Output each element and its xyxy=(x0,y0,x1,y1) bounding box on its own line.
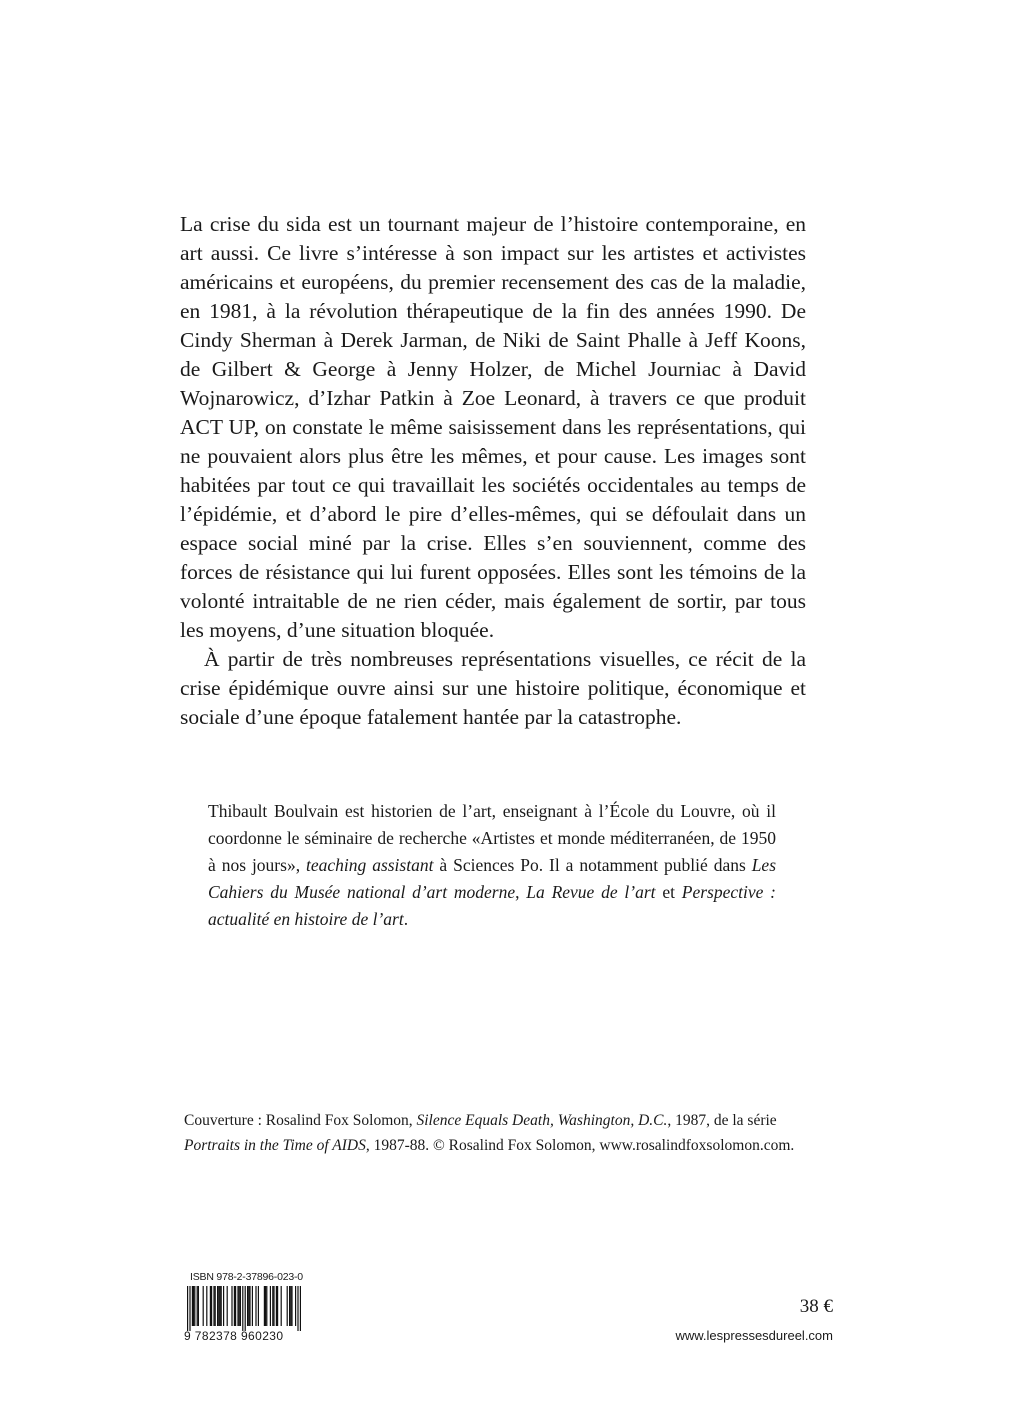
barcode-bar xyxy=(235,1286,236,1326)
barcode-bar xyxy=(223,1286,224,1326)
cover-credit xyxy=(184,1108,834,1158)
barcode-bar xyxy=(245,1286,246,1331)
credit-italic-1: Silence Equals Death, Washington, D.C. xyxy=(416,1112,668,1129)
publisher-website[interactable]: www.lespressesdureel.com xyxy=(675,1328,833,1343)
bio-italic-1: teaching assistant xyxy=(306,855,434,875)
barcode-bar xyxy=(215,1286,216,1326)
bio-text-3: , xyxy=(515,882,527,902)
bio-italic-4: Perspective : actualité en histoire de l’art xyxy=(208,882,776,929)
bio-text-2: à Sciences Po. Il a notamment publié dans xyxy=(433,855,752,875)
blurb-paragraph-2: À partir de très nombreuses représentations visuelles, ce récit de la crise épidémique ouvre ainsi sur une histoire politique, économique et sociale d’une époque fatalement hantée par la catastrophe. xyxy=(180,647,806,729)
barcode-bar xyxy=(197,1286,198,1326)
price: 38 € xyxy=(799,1296,833,1317)
bio-italic-3: La Revue de l’art xyxy=(526,882,656,902)
isbn-label: ISBN 978-2-37896-023-0 xyxy=(190,1271,303,1283)
barcode-bar xyxy=(203,1286,204,1326)
author-bio xyxy=(208,798,776,933)
barcode-bar xyxy=(266,1286,267,1326)
barcode-bar xyxy=(211,1286,212,1326)
barcode-bar xyxy=(187,1286,188,1331)
barcode-bar xyxy=(265,1286,266,1326)
barcode-bar xyxy=(242,1286,243,1331)
bio-italic-2: Les Cahiers du Musée national d’art moderne xyxy=(208,855,777,902)
barcode-icon xyxy=(184,1286,304,1331)
barcode-bar xyxy=(189,1286,190,1331)
barcode-bar xyxy=(194,1286,195,1326)
bio-text-1: Thibault Boulvain est historien de l’art, enseignant à l’École du Louvre, où il coordonne le séminaire de recherche «Artistes et monde méditerranéen, de 1950 à nos jours», xyxy=(208,801,776,875)
barcode-bar xyxy=(248,1286,249,1326)
bio-text-5: . xyxy=(403,909,409,929)
barcode-bar xyxy=(213,1286,214,1326)
barcode-bar xyxy=(221,1286,222,1326)
barcode-bar xyxy=(281,1286,282,1326)
barcode-bar xyxy=(272,1286,273,1326)
barcode-bar xyxy=(277,1286,278,1326)
barcode-bar xyxy=(300,1286,301,1331)
credit-text-3: , 1987-88. © Rosalind Fox Solomon, www.rosalindfoxsolomon.com. xyxy=(365,1137,795,1154)
barcode-bar xyxy=(210,1286,211,1326)
barcode-bar xyxy=(291,1286,292,1326)
credit-italic-2: Portraits in the Time of AIDS xyxy=(184,1137,366,1154)
credit-text-2: , 1987, de la série xyxy=(667,1112,777,1129)
barcode-bar xyxy=(247,1286,248,1326)
barcode-bar xyxy=(295,1286,296,1326)
barcode-bar xyxy=(273,1286,274,1326)
barcode-bar xyxy=(290,1286,291,1326)
barcode-bar xyxy=(255,1286,256,1326)
barcode-bar xyxy=(287,1286,288,1326)
barcode-bar xyxy=(217,1286,218,1326)
barcode-bar xyxy=(270,1286,271,1326)
barcode-bar xyxy=(234,1286,235,1326)
barcode-bar xyxy=(239,1286,240,1326)
blurb-paragraph-1: La crise du sida est un tournant majeur de l’histoire contemporaine, en art aussi. Ce livre s’intéresse à son impact sur les artistes et activistes américains et européens, du premier recensement des cas de la maladie, en 1981, à la révolution thérapeutique de la fin des années 1990. De Cindy Sherman à Derek Jarman, de Niki de Saint Phalle à Jeff Koons, de Gilbert & George à Jenny Holzer, de Michel Journiac à David Wojnarowicz, d’Izhar Patkin à Zoe Leonard, à travers ce que produit ACT UP, on constate le même saisissement dans les représentations, qui ne pouvaient alors plus être les mêmes, et pour cause. Les images sont habitées par tout ce qui travaillait les sociétés occidentales au temps de l’épidémie, et d’abord le pire d’elles-mêmes, qui se défoulait dans un espace social miné par la crise. Elles s’en souviennent, comme des forces de résistance qui lui furent opposées. Elles sont les témoins de la volonté intraitable de ne rien céder, mais également de sortir, par tous les moyens, d’une situation bloquée. xyxy=(180,212,806,642)
barcode-bar xyxy=(297,1286,298,1331)
barcode-bar xyxy=(219,1286,220,1326)
barcode-bar xyxy=(240,1286,241,1326)
barcode-digits: 9 782378 960230 xyxy=(184,1329,284,1343)
barcode-bar xyxy=(192,1286,193,1326)
barcode-bar xyxy=(198,1286,199,1326)
isbn-barcode-block xyxy=(184,1270,314,1343)
barcode-bar xyxy=(258,1286,259,1326)
barcode-bar xyxy=(206,1286,207,1326)
bio-text-4: et xyxy=(655,882,682,902)
barcode-bar xyxy=(252,1286,253,1326)
barcode-bar xyxy=(289,1286,290,1326)
barcode-bar xyxy=(264,1286,265,1326)
credit-text-1: Couverture : Rosalind Fox Solomon, xyxy=(184,1112,417,1129)
barcode-bar xyxy=(218,1286,219,1326)
barcode-bar xyxy=(249,1286,250,1326)
back-cover-blurb xyxy=(180,210,806,732)
barcode-bar xyxy=(237,1286,238,1326)
barcode-bar xyxy=(193,1286,194,1326)
barcode-bar xyxy=(276,1286,277,1326)
barcode-bar xyxy=(227,1286,228,1326)
barcode-bar xyxy=(231,1286,232,1326)
